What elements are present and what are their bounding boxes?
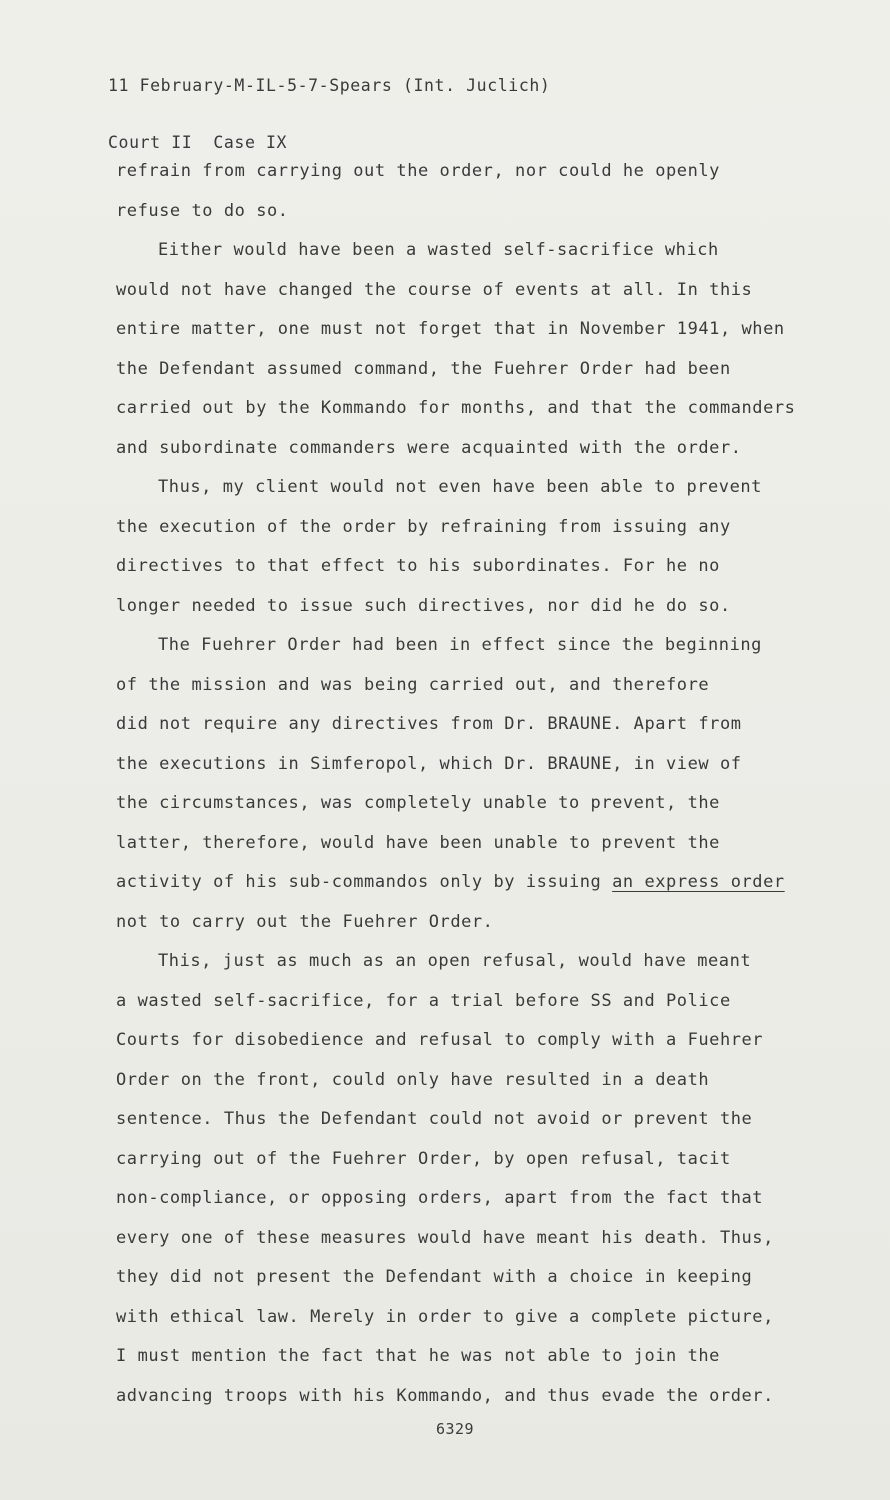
header-court-case-line: Court II Case IX bbox=[108, 133, 288, 152]
text-line: would not have changed the course of events at all. In this bbox=[116, 279, 753, 300]
text-line-start: activity of his sub-commandos only by issuing bbox=[116, 872, 613, 892]
body-text bbox=[116, 152, 846, 1416]
text-line: Order on the front, could only have resulted in a death bbox=[116, 1069, 710, 1090]
text-line: directives to that effect to his subordinates. For he no bbox=[116, 556, 720, 576]
text-line: entire matter, one must not forget that in November 1941, when bbox=[116, 319, 785, 339]
text-line: Courts for disobedience and refusal to comply with a Fuehrer bbox=[116, 1030, 764, 1050]
text-line: and subordinate commanders were acquainted with the order. bbox=[116, 437, 742, 458]
text-line: they did not present the Defendant with a choice in keeping bbox=[116, 1267, 753, 1287]
paragraph-start-line: This, just as much as an open refusal, would have meant bbox=[158, 951, 752, 971]
text-line: longer needed to issue such directives, nor did he do so. bbox=[116, 595, 731, 616]
underlined-phrase: an express order bbox=[612, 872, 785, 892]
text-line: refrain from carrying out the order, nor could he openly bbox=[116, 161, 720, 181]
text-line: did not require any directives from Dr. BRAUNE. Apart from bbox=[116, 714, 742, 734]
text-line: carried out by the Kommando for months, and that the commanders bbox=[116, 398, 796, 418]
header-date-line: 11 February-M-IL-5-7-Spears (Int. Juclich) bbox=[108, 76, 551, 95]
paragraph-start-line: The Fuehrer Order had been in effect since the beginning bbox=[158, 635, 762, 655]
text-line: latter, therefore, would have been unable to prevent the bbox=[116, 832, 720, 853]
text-line-with-underline bbox=[116, 863, 846, 903]
text-line: advancing troops with his Kommando, and thus evade the order. bbox=[116, 1385, 774, 1406]
text-line: the circumstances, was completely unable to prevent, the bbox=[116, 793, 720, 813]
paragraph-start-line: Either would have been a wasted self-sacrifice which bbox=[158, 240, 719, 260]
text-line: I must mention the fact that he was not able to join the bbox=[116, 1346, 720, 1366]
text-line: refuse to do so. bbox=[116, 200, 289, 221]
text-line: the execution of the order by refraining from issuing any bbox=[116, 516, 731, 537]
text-line: the Defendant assumed command, the Fuehrer Order had been bbox=[116, 358, 731, 379]
text-line: every one of these measures would have meant his death. Thus, bbox=[116, 1227, 774, 1248]
text-line: not to carry out the Fuehrer Order. bbox=[116, 911, 494, 932]
page-number: 6329 bbox=[435, 1420, 475, 1438]
text-line: a wasted self-sacrifice, for a trial before SS and Police bbox=[116, 990, 731, 1011]
text-line: carrying out of the Fuehrer Order, by open refusal, tacit bbox=[116, 1148, 731, 1169]
paragraph-start-line: Thus, my client would not even have been able to prevent bbox=[158, 477, 762, 497]
text-line: sentence. Thus the Defendant could not avoid or prevent the bbox=[116, 1109, 753, 1129]
text-line: the executions in Simferopol, which Dr. BRAUNE, in view of bbox=[116, 753, 742, 774]
text-line: non-compliance, or opposing orders, apart from the fact that bbox=[116, 1188, 764, 1208]
text-line: of the mission and was being carried out, and therefore bbox=[116, 674, 710, 695]
text-line: with ethical law. Merely in order to give a complete picture, bbox=[116, 1306, 774, 1327]
